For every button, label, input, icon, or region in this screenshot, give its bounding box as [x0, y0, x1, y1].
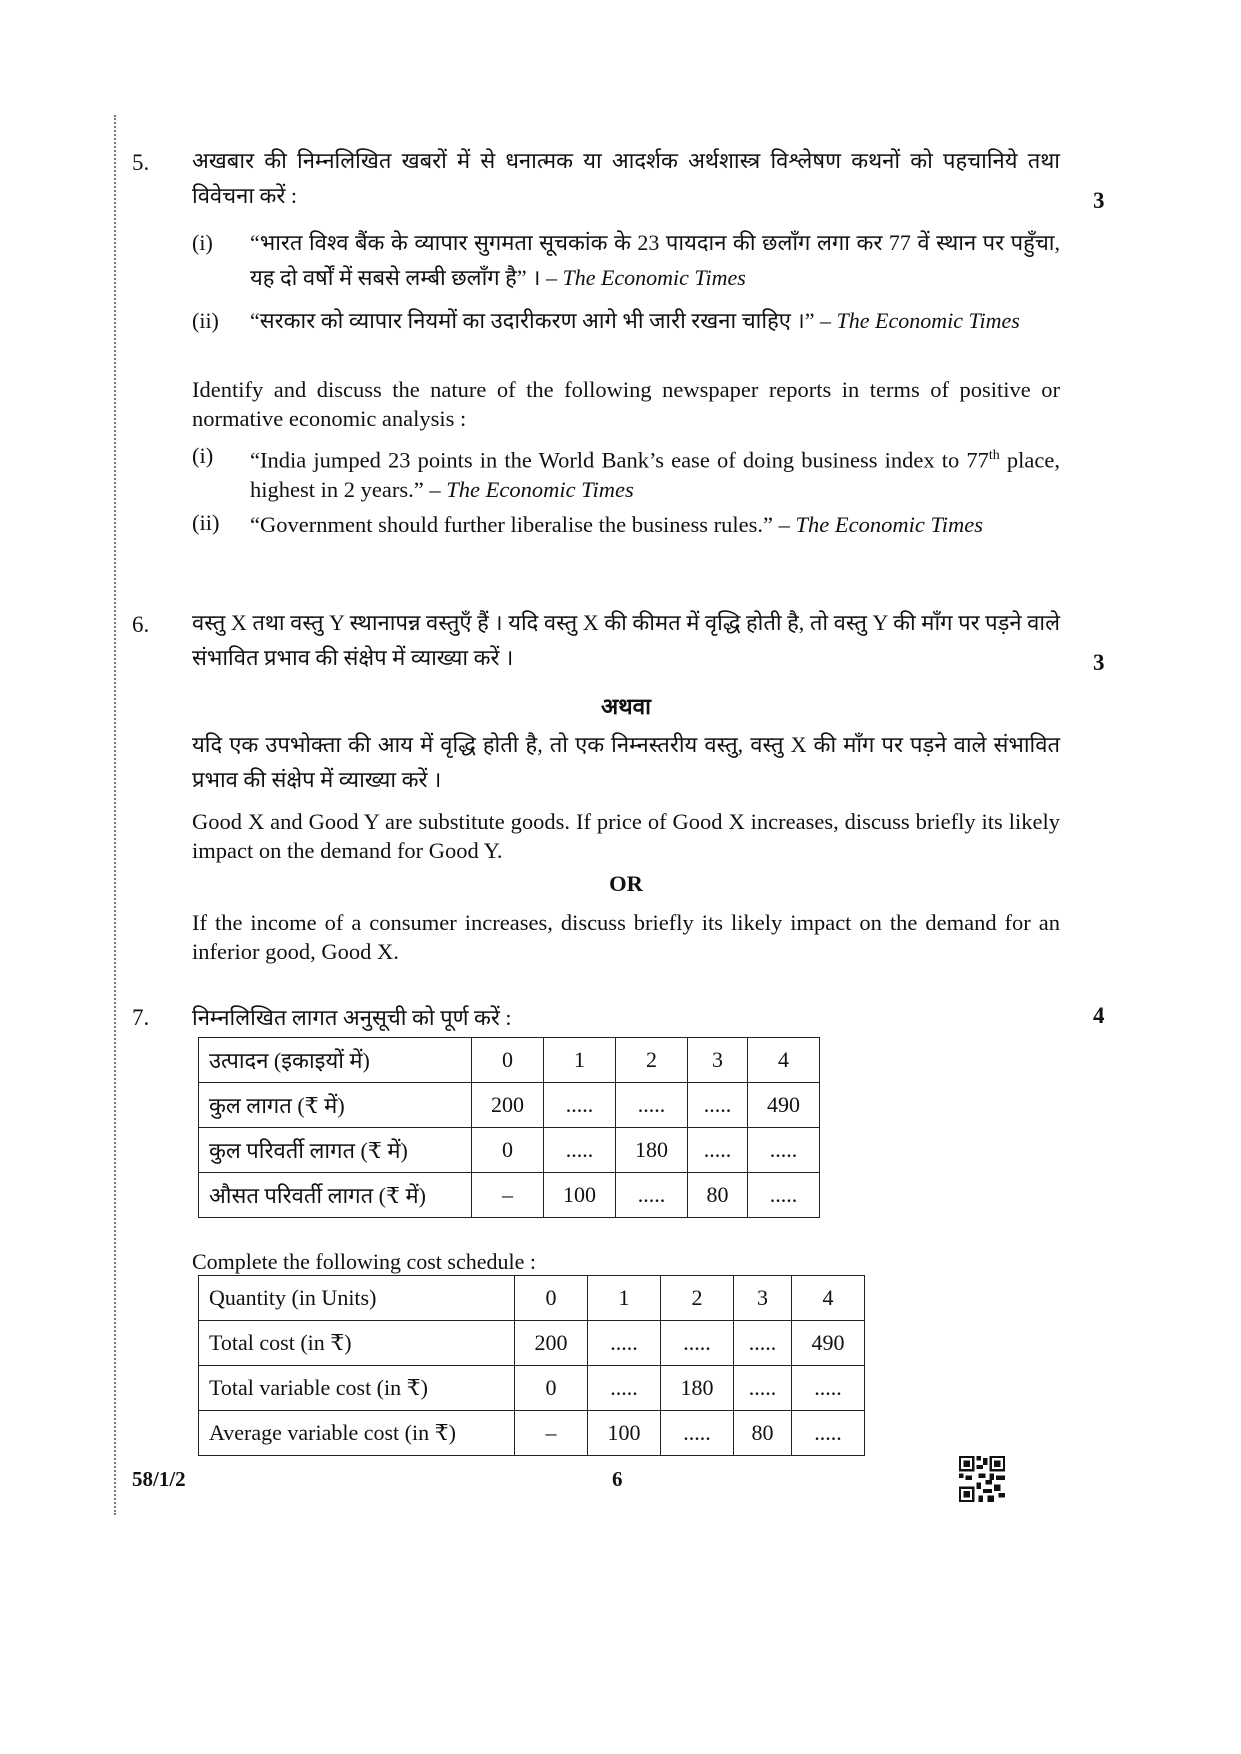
- table-cell: .....: [544, 1128, 616, 1173]
- margin-dotted-rule: [114, 115, 116, 1515]
- table-cell: 4: [792, 1276, 865, 1321]
- item-text: “सरकार को व्यापार नियमों का उदारीकरण आगे भी जारी रखना चाहिए ।” – The Economic Times: [250, 308, 1020, 333]
- row-header-cell: Total variable cost (in ₹): [199, 1366, 515, 1411]
- item-text: “भारत विश्व बैंक के व्यापार सुगमता सूचकांक के 23 पायदान की छलाँग लगा कर 77 वें स्थान पर पहुँचा, यह दो वर्षों में सबसे लम्बी छलाँग है” । – The Economic Times: [250, 230, 1060, 290]
- marks: 3: [1093, 650, 1105, 675]
- item-label: (ii): [192, 308, 219, 333]
- table-cell: –: [472, 1173, 544, 1218]
- table-row: [199, 1128, 820, 1173]
- table-cell: 200: [472, 1083, 544, 1128]
- item-text: “Government should further liberalise the business rules.” – The Economic Times: [250, 512, 983, 537]
- row-header-cell: उत्पादन (इकाइयों में): [199, 1038, 472, 1083]
- table-cell: .....: [734, 1321, 792, 1366]
- table-cell: 2: [616, 1038, 688, 1083]
- table-cell: 0: [515, 1276, 588, 1321]
- row-header-cell: कुल लागत (₹ में): [199, 1083, 472, 1128]
- table-cell: 180: [616, 1128, 688, 1173]
- question-number: 5.: [132, 150, 150, 175]
- question-number: 6.: [132, 612, 150, 637]
- item-label: (i): [192, 230, 213, 255]
- table-cell: .....: [734, 1366, 792, 1411]
- table-cell: 1: [544, 1038, 616, 1083]
- table-cell: 80: [688, 1173, 748, 1218]
- english-item-i: [192, 441, 1060, 502]
- table-row: [199, 1321, 865, 1366]
- table-cell: .....: [544, 1083, 616, 1128]
- source: The Economic Times: [446, 476, 634, 502]
- table-cell: 2: [661, 1276, 734, 1321]
- source: The Economic Times: [562, 265, 746, 290]
- question-number: 7.: [132, 1005, 150, 1030]
- table-cell: .....: [616, 1173, 688, 1218]
- table-cell: .....: [792, 1366, 865, 1411]
- item-label: (i): [192, 443, 214, 468]
- qr-code-icon: [959, 1456, 1005, 1502]
- table-cell: .....: [588, 1366, 661, 1411]
- table-cell: –: [515, 1411, 588, 1456]
- hindi-item-i: [192, 225, 1060, 297]
- table-cell: 3: [688, 1038, 748, 1083]
- source: The Economic Times: [836, 308, 1020, 333]
- row-header-cell: Average variable cost (in ₹): [199, 1411, 515, 1456]
- english-prompt: Complete the following cost schedule :: [192, 1249, 536, 1274]
- table-cell: .....: [792, 1411, 865, 1456]
- item-text: “India jumped 23 points in the World Bank’s ease of doing business index to 77th place, highest in 2 years.” – The Economic Times: [250, 447, 1060, 502]
- table-cell: .....: [616, 1083, 688, 1128]
- table-row: [199, 1366, 865, 1411]
- or-label-hindi: अथवा: [601, 694, 651, 719]
- table-cell: 490: [792, 1321, 865, 1366]
- row-header-cell: Quantity (in Units): [199, 1276, 515, 1321]
- table-cell: 3: [734, 1276, 792, 1321]
- marks: 3: [1093, 188, 1105, 213]
- paper-code: 58/1/2: [132, 1467, 186, 1491]
- english-alternative: If the income of a consumer increases, discuss briefly its likely impact on the demand for an inferior good, Good X.: [192, 910, 1060, 964]
- table-cell: .....: [588, 1321, 661, 1366]
- table-cell: 100: [544, 1173, 616, 1218]
- table-cell: 4: [748, 1038, 820, 1083]
- hindi-question: वस्तु X तथा वस्तु Y स्थानापन्न वस्तुएँ हैं । यदि वस्तु X की कीमत में वृद्धि होती है, तो वस्तु Y की माँग पर पड़ने वाले संभावित प्रभाव की संक्षेप में व्याख्या करें ।: [192, 610, 1060, 670]
- table-row: [199, 1276, 865, 1321]
- table-row: [199, 1083, 820, 1128]
- hindi-item-ii: [192, 303, 1060, 375]
- table-cell: .....: [688, 1128, 748, 1173]
- source: The Economic Times: [795, 512, 983, 537]
- or-label-english: OR: [609, 871, 643, 896]
- page-number: 6: [612, 1467, 623, 1491]
- marks: 4: [1093, 1003, 1105, 1028]
- english-cost-table: [198, 1275, 865, 1456]
- table-row: [199, 1411, 865, 1456]
- table-cell: 0: [472, 1128, 544, 1173]
- table-cell: 180: [661, 1366, 734, 1411]
- item-label: (ii): [192, 510, 220, 535]
- table-cell: 490: [748, 1083, 820, 1128]
- english-prompt: Identify and discuss the nature of the following newspaper reports in terms of positive or normative economic analysis :: [192, 377, 1060, 431]
- hindi-prompt: निम्नलिखित लागत अनुसूची को पूर्ण करें :: [192, 1005, 512, 1030]
- table-cell: .....: [748, 1128, 820, 1173]
- table-cell: 200: [515, 1321, 588, 1366]
- row-header-cell: कुल परिवर्ती लागत (₹ में): [199, 1128, 472, 1173]
- table-cell: 1: [588, 1276, 661, 1321]
- table-row: [199, 1038, 820, 1083]
- table-cell: .....: [661, 1411, 734, 1456]
- table-cell: .....: [748, 1173, 820, 1218]
- table-cell: 100: [588, 1411, 661, 1456]
- row-header-cell: औसत परिवर्ती लागत (₹ में): [199, 1173, 472, 1218]
- table-cell: 0: [515, 1366, 588, 1411]
- hindi-prompt: अखबार की निम्नलिखित खबरों में से धनात्मक या आदर्शक अर्थशास्त्र विश्लेषण कथनों को पहचानिये तथा विवेचना करें :: [192, 148, 1060, 208]
- table-cell: 80: [734, 1411, 792, 1456]
- table-row: [199, 1173, 820, 1218]
- row-header-cell: Total cost (in ₹): [199, 1321, 515, 1366]
- hindi-cost-table: [198, 1037, 820, 1218]
- table-cell: .....: [661, 1321, 734, 1366]
- table-cell: .....: [688, 1083, 748, 1128]
- hindi-alternative: यदि एक उपभोक्ता की आय में वृद्धि होती है, तो एक निम्नस्तरीय वस्तु, वस्तु X की माँग पर पड़ने वाले संभावित प्रभाव की संक्षेप में व्याख्या करें ।: [192, 732, 1060, 792]
- table-cell: 0: [472, 1038, 544, 1083]
- english-question: Good X and Good Y are substitute goods. If price of Good X increases, discuss briefly its likely impact on the demand for Good Y.: [192, 809, 1060, 863]
- english-item-ii: [192, 508, 1060, 566]
